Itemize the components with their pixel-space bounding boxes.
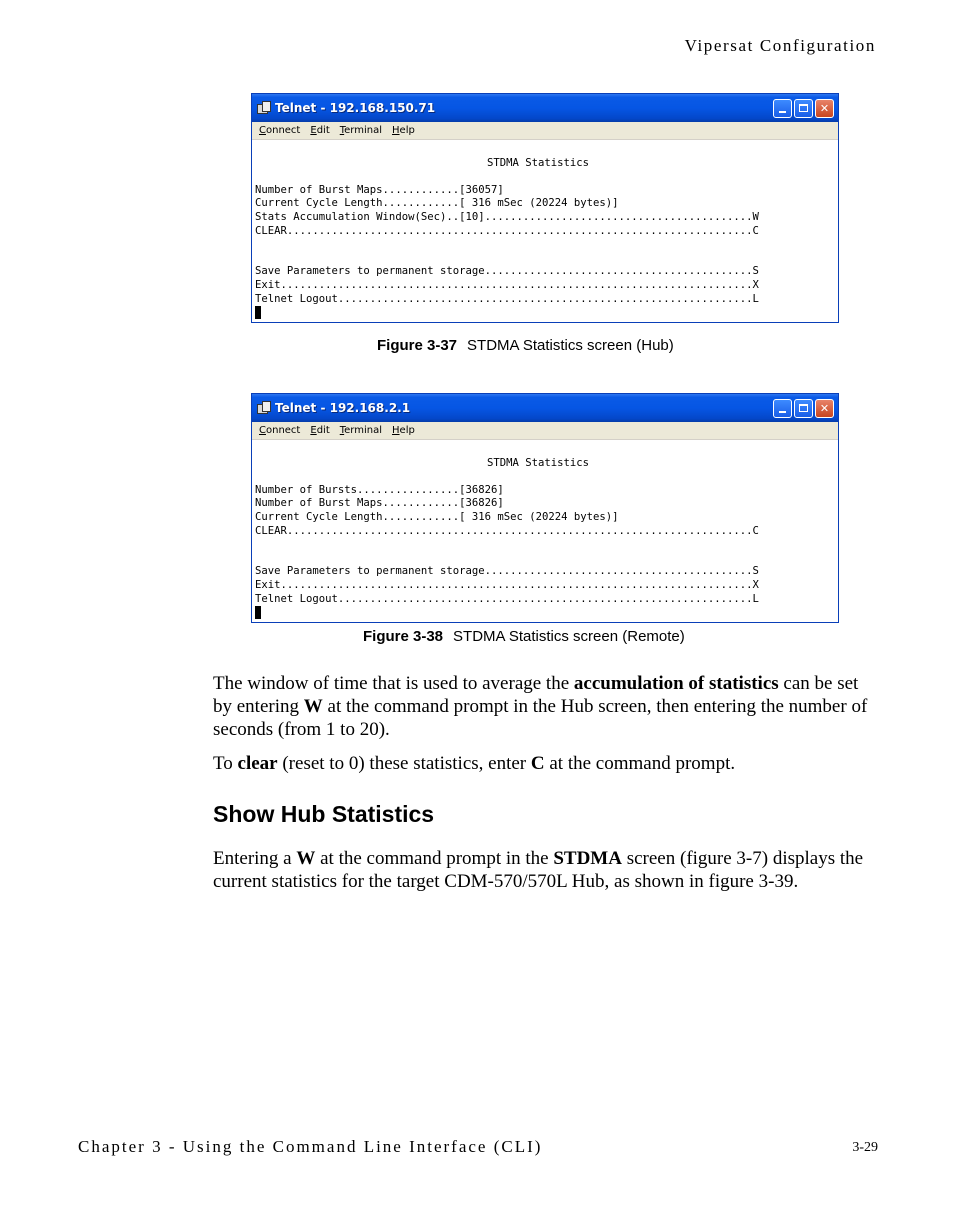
text-run: Entering a xyxy=(213,848,297,869)
text-run: screen (figure 3-7) displays the current statistics for the target CDM-570/570L Hub, as shown in figure 3-39. xyxy=(213,848,864,892)
paragraph-clear xyxy=(213,752,873,775)
telnet-window-hub xyxy=(251,93,839,323)
window-titlebar[interactable] xyxy=(252,94,838,122)
text-run: To xyxy=(213,753,238,774)
figure-label: Figure 3-37 xyxy=(377,337,458,354)
terminal-line: Current Cycle Length............[ 316 mSec (20224 bytes)] xyxy=(255,197,619,210)
terminal-screen-title: STDMA Statistics xyxy=(487,456,590,469)
figure-caption-text: STDMA Statistics screen (Hub) xyxy=(467,337,674,354)
text-run: The window of time that is used to average the xyxy=(213,673,574,694)
menu-connect[interactable]: Connect xyxy=(259,425,301,436)
terminal-screen[interactable] xyxy=(252,140,838,322)
section-heading: Show Hub Statistics xyxy=(213,801,435,827)
page-number: 3-29 xyxy=(852,1140,878,1155)
paragraph-show-hub xyxy=(213,847,873,893)
menubar xyxy=(252,122,838,140)
telnet-window-remote xyxy=(251,393,839,623)
telnet-computer-icon[interactable] xyxy=(257,101,271,115)
terminal-line: CLEAR.........................................................................C xyxy=(255,524,759,537)
menu-terminal[interactable]: Terminal xyxy=(339,125,383,136)
menu-edit[interactable]: Edit xyxy=(310,125,330,136)
terminal-cursor xyxy=(255,306,261,319)
text-run: can be set by entering xyxy=(213,673,859,717)
paragraph-accumulation xyxy=(213,672,873,741)
telnet-computer-icon[interactable] xyxy=(257,401,271,415)
close-icon[interactable]: ✕ xyxy=(815,99,834,118)
terminal-line: Number of Burst Maps............[36057] xyxy=(255,183,504,196)
window-title: Telnet - 192.168.2.1 xyxy=(275,401,411,415)
terminal-screen-title: STDMA Statistics xyxy=(487,156,590,169)
figure-caption xyxy=(377,337,674,354)
bold-key: W xyxy=(303,696,323,717)
window-titlebar[interactable] xyxy=(252,394,838,422)
figure-label: Figure 3-38 xyxy=(363,628,444,645)
terminal-line: Exit..........................................................................X xyxy=(255,278,759,291)
running-header: Vipersat Configuration xyxy=(684,36,876,55)
menubar xyxy=(252,422,838,440)
terminal-line: Number of Burst Maps............[36826] xyxy=(255,497,504,510)
text-run: at the command prompt in the xyxy=(315,848,554,869)
bold-key: W xyxy=(296,848,316,869)
terminal-line: Telnet Logout.................................................................L xyxy=(255,592,759,605)
terminal-line: Number of Bursts................[36826] xyxy=(255,483,504,496)
terminal-cursor xyxy=(255,606,261,619)
footer-chapter: Chapter 3 - Using the Command Line Interface (CLI) xyxy=(78,1137,543,1156)
terminal-screen[interactable] xyxy=(252,440,838,622)
bold-term: clear xyxy=(237,753,278,774)
maximize-icon[interactable] xyxy=(794,99,813,118)
menu-connect[interactable]: Connect xyxy=(259,125,301,136)
terminal-line: Current Cycle Length............[ 316 mSec (20224 bytes)] xyxy=(255,510,619,523)
bold-term: STDMA xyxy=(553,848,622,869)
maximize-icon[interactable] xyxy=(794,399,813,418)
terminal-line: Save Parameters to permanent storage..........................................S xyxy=(255,265,759,278)
menu-help[interactable]: Help xyxy=(392,425,415,436)
text-run: at the command prompt in the Hub screen, then entering the number of seconds (from 1 to 20). xyxy=(213,696,868,740)
close-icon[interactable]: ✕ xyxy=(815,399,834,418)
menu-terminal[interactable]: Terminal xyxy=(339,425,383,436)
text-run: at the command prompt. xyxy=(544,753,736,774)
figure-caption-text: STDMA Statistics screen (Remote) xyxy=(453,628,685,645)
menu-edit[interactable]: Edit xyxy=(310,425,330,436)
terminal-line: Save Parameters to permanent storage..........................................S xyxy=(255,565,759,578)
text-run: (reset to 0) these statistics, enter xyxy=(277,753,531,774)
minimize-icon[interactable] xyxy=(773,99,792,118)
menu-help[interactable]: Help xyxy=(392,125,415,136)
terminal-line: CLEAR.........................................................................C xyxy=(255,224,759,237)
figure-caption xyxy=(363,628,685,645)
window-title: Telnet - 192.168.150.71 xyxy=(275,101,436,115)
terminal-line: Telnet Logout.................................................................L xyxy=(255,292,759,305)
bold-term: accumulation of statistics xyxy=(573,673,779,694)
terminal-line: Stats Accumulation Window(Sec)..[10]..........................................W xyxy=(255,210,759,223)
minimize-icon[interactable] xyxy=(773,399,792,418)
terminal-line: Exit..........................................................................X xyxy=(255,578,759,591)
bold-key: C xyxy=(530,753,545,774)
